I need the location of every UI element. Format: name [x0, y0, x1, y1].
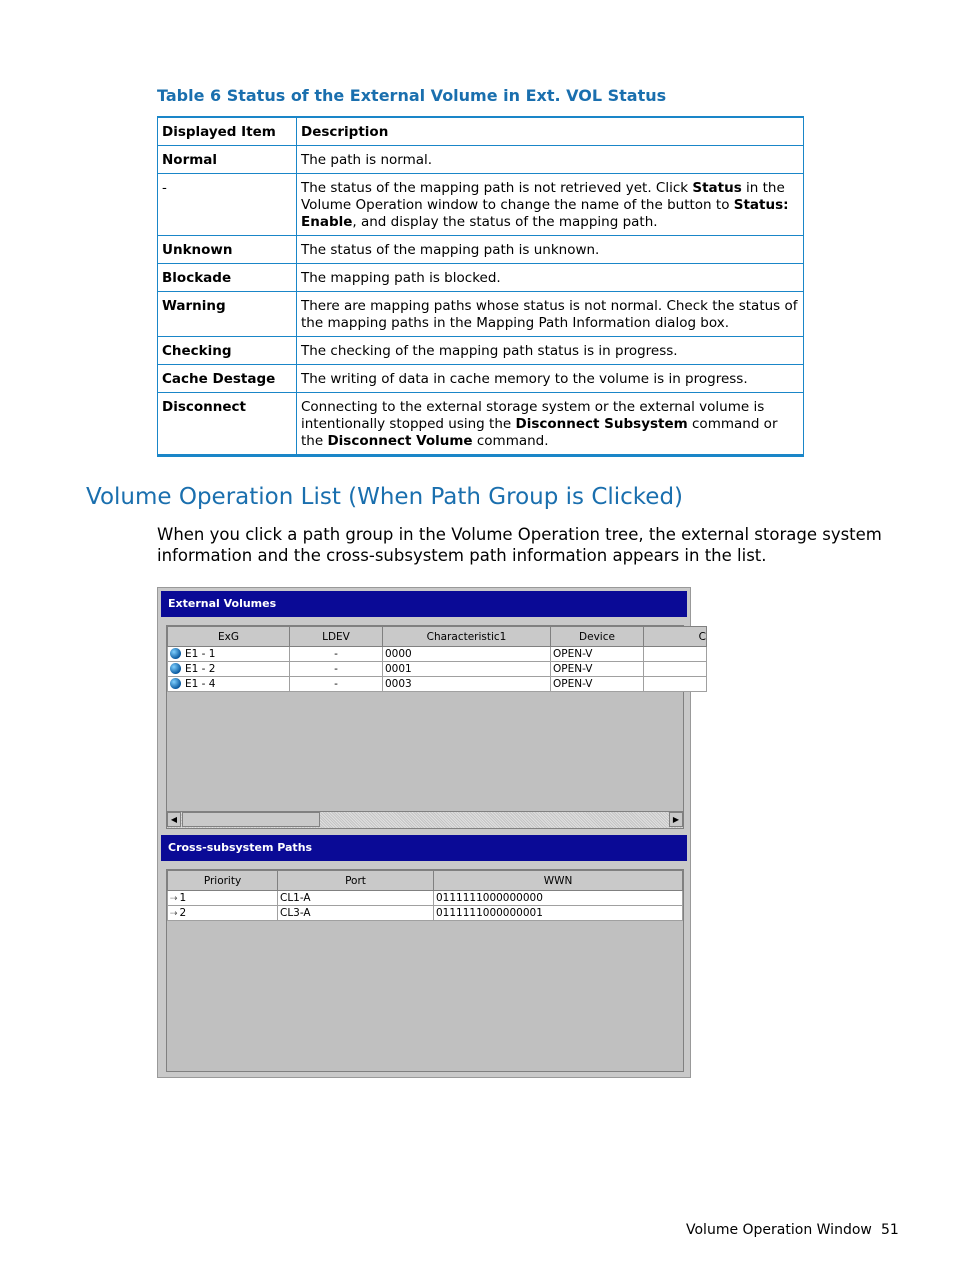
desc-cell: The path is normal. — [297, 146, 804, 174]
characteristic-cell: 0003 — [383, 677, 551, 692]
item-cell: Blockade — [158, 264, 297, 292]
table-row — [158, 146, 804, 174]
item-cell: Cache Destage — [158, 365, 297, 393]
ldev-cell: - — [290, 647, 383, 662]
table-header-row — [158, 117, 804, 146]
scroll-thumb[interactable] — [182, 812, 320, 827]
table-row — [158, 264, 804, 292]
table-row — [158, 337, 804, 365]
grid-header-row — [168, 871, 683, 891]
item-cell: Unknown — [158, 236, 297, 264]
table-row[interactable] — [168, 891, 683, 906]
footer-label: Volume Operation Window — [686, 1222, 872, 1238]
header-description: Description — [297, 117, 804, 146]
device-cell: OPEN-V — [551, 677, 644, 692]
table-row[interactable] — [168, 677, 707, 692]
item-cell: Warning — [158, 292, 297, 337]
col-device[interactable]: Device — [551, 627, 644, 647]
item-cell: Disconnect — [158, 393, 297, 456]
scroll-right-icon[interactable]: ▶ — [669, 812, 683, 827]
table-row — [158, 174, 804, 236]
desc-cell: There are mapping paths whose status is not normal. Check the status of the mapping paths in the Mapping Path Information dialog box. — [297, 292, 804, 337]
globe-icon — [170, 678, 181, 689]
status-table — [157, 116, 804, 457]
table-row[interactable] — [168, 662, 707, 677]
desc-cell: The status of the mapping path is not retrieved yet. Click Status in the Volume Operation window to change the name of the button to Status: Enable, and display the status of the mapping path. — [297, 174, 804, 236]
characteristic-cell: 0001 — [383, 662, 551, 677]
table-row — [158, 292, 804, 337]
ldev-cell: - — [290, 662, 383, 677]
intro-paragraph: When you click a path group in the Volume Operation tree, the external storage system information and the cross-subsystem path information appears in the list. — [157, 525, 882, 565]
wwn-cell: 0111111000000001 — [434, 906, 683, 921]
globe-icon — [170, 663, 181, 674]
item-cell: Checking — [158, 337, 297, 365]
external-volumes-grid — [166, 625, 706, 829]
horizontal-scrollbar[interactable] — [167, 811, 683, 828]
table-row — [158, 236, 804, 264]
desc-cell: The checking of the mapping path status is in progress. — [297, 337, 804, 365]
section-heading: Volume Operation List (When Path Group is Clicked) — [86, 484, 684, 510]
col-ldev[interactable]: LDEV — [290, 627, 383, 647]
exg-cell: E1 - 2 — [168, 662, 290, 677]
exg-cell: E1 - 1 — [168, 647, 290, 662]
priority-cell: ⇢ 2 — [168, 906, 278, 921]
page-number: 51 — [881, 1222, 899, 1238]
desc-cell: The writing of data in cache memory to the volume is in progress. — [297, 365, 804, 393]
scroll-left-icon[interactable]: ◀ — [167, 812, 181, 827]
port-cell: CL1-A — [278, 891, 434, 906]
item-cell: - — [158, 174, 297, 236]
globe-icon — [170, 648, 181, 659]
col-port[interactable]: Port — [278, 871, 434, 891]
grid-header-row — [168, 627, 707, 647]
table-row[interactable] — [168, 906, 683, 921]
col-c[interactable]: C — [644, 627, 707, 647]
c-cell — [644, 662, 707, 677]
table-row — [158, 365, 804, 393]
col-characteristic1[interactable]: Characteristic1 — [383, 627, 551, 647]
external-volumes-title: External Volumes — [161, 591, 687, 617]
c-cell — [644, 647, 707, 662]
item-cell: Normal — [158, 146, 297, 174]
priority-cell: ⇢ 1 — [168, 891, 278, 906]
device-cell: OPEN-V — [551, 647, 644, 662]
header-displayed-item: Displayed Item — [158, 117, 297, 146]
c-cell — [644, 677, 707, 692]
desc-cell: Connecting to the external storage system or the external volume is intentionally stopped using the Disconnect Subsystem command or the Disconnect Volume command. — [297, 393, 804, 456]
characteristic-cell: 0000 — [383, 647, 551, 662]
path-icon: ⇢ — [170, 894, 178, 904]
ldev-cell: - — [290, 677, 383, 692]
port-cell: CL3-A — [278, 906, 434, 921]
volume-operation-screenshot — [157, 587, 706, 1078]
device-cell: OPEN-V — [551, 662, 644, 677]
table-row — [158, 393, 804, 456]
desc-cell: The status of the mapping path is unknown. — [297, 236, 804, 264]
col-exg[interactable]: ExG — [168, 627, 290, 647]
col-wwn[interactable]: WWN — [434, 871, 683, 891]
cross-paths-title: Cross-subsystem Paths — [161, 835, 687, 861]
exg-cell: E1 - 4 — [168, 677, 290, 692]
path-icon: ⇢ — [170, 909, 178, 919]
table-caption: Table 6 Status of the External Volume in Ext. VOL Status — [157, 86, 667, 105]
cross-paths-grid — [166, 869, 684, 1072]
desc-cell: The mapping path is blocked. — [297, 264, 804, 292]
wwn-cell: 0111111000000000 — [434, 891, 683, 906]
table-row[interactable] — [168, 647, 707, 662]
col-priority[interactable]: Priority — [168, 871, 278, 891]
